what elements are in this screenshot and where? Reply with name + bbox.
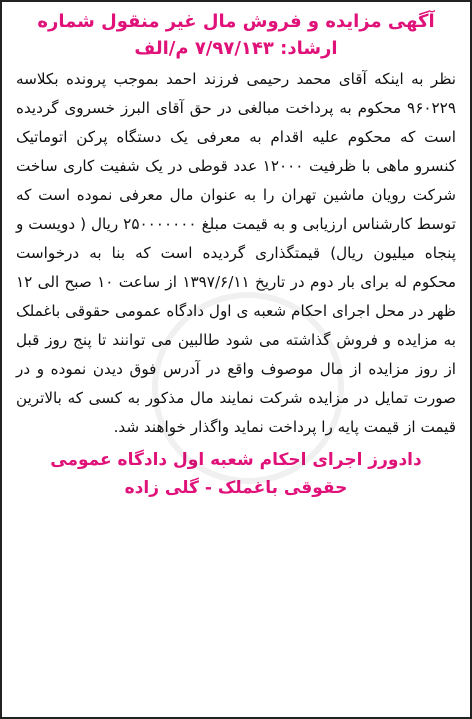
notice-title: آگهی مزایده و فروش مال غیر منقول شماره [37,11,435,32]
notice-signature-line1: دادورز اجرای احکام شعبه اول دادگاه عمومی [50,450,422,470]
notice-body: نظر به اینکه آقای محمد رحیمی فرزند احمد بموجب پرونده بکلاسه ۹۶۰۲۲۹ محکوم به پرداخت مبالغی در حق آقای البرز خسروی گردیده است که محکوم علیه اقدام به معرفی یک دستگاه پرکن اتوماتیک کنسرو ماهی با ظرفیت ۱۲۰۰۰ عدد قوطی در یک شفیت کاری ساخت شرکت رویان ماشین تهران را به عنوان مال معرفی نموده است که توسط کارشناس ارزیابی و به قیمت مبلغ ۲۵۰۰۰۰۰۰۰ ریال ( دویست و پنجاه میلیون ریال) قیمتگذاری گردیده است که بنا به درخواست محکوم له برای بار دوم در تاریخ ۱۳۹۷/۶/۱۱ از ساعت ۱۰ صبح الی ۱۲ ظهر در محل اجرای احکام شعبه ی اول دادگاه عمومی حقوقی باغملک به مزایده و فروش گذاشته می شود طالبین می توانند تا پنج روز قبل از روز مزایده از مال موصوف واقع در آدرس فوق دیدن نموده و در صورت تمایل در مزایده شرکت نمایند مال مذکور به کسی که بالاترین قیمت از قیمت پایه را پرداخت نماید واگذار خواهند شد. [16,70,457,436]
notice-reference-number: ارشاد: ۷/۹۷/۱۴۳ م/الف [134,38,338,59]
notice-signature-line2: حقوقی باغملک - گلی زاده [124,478,348,498]
